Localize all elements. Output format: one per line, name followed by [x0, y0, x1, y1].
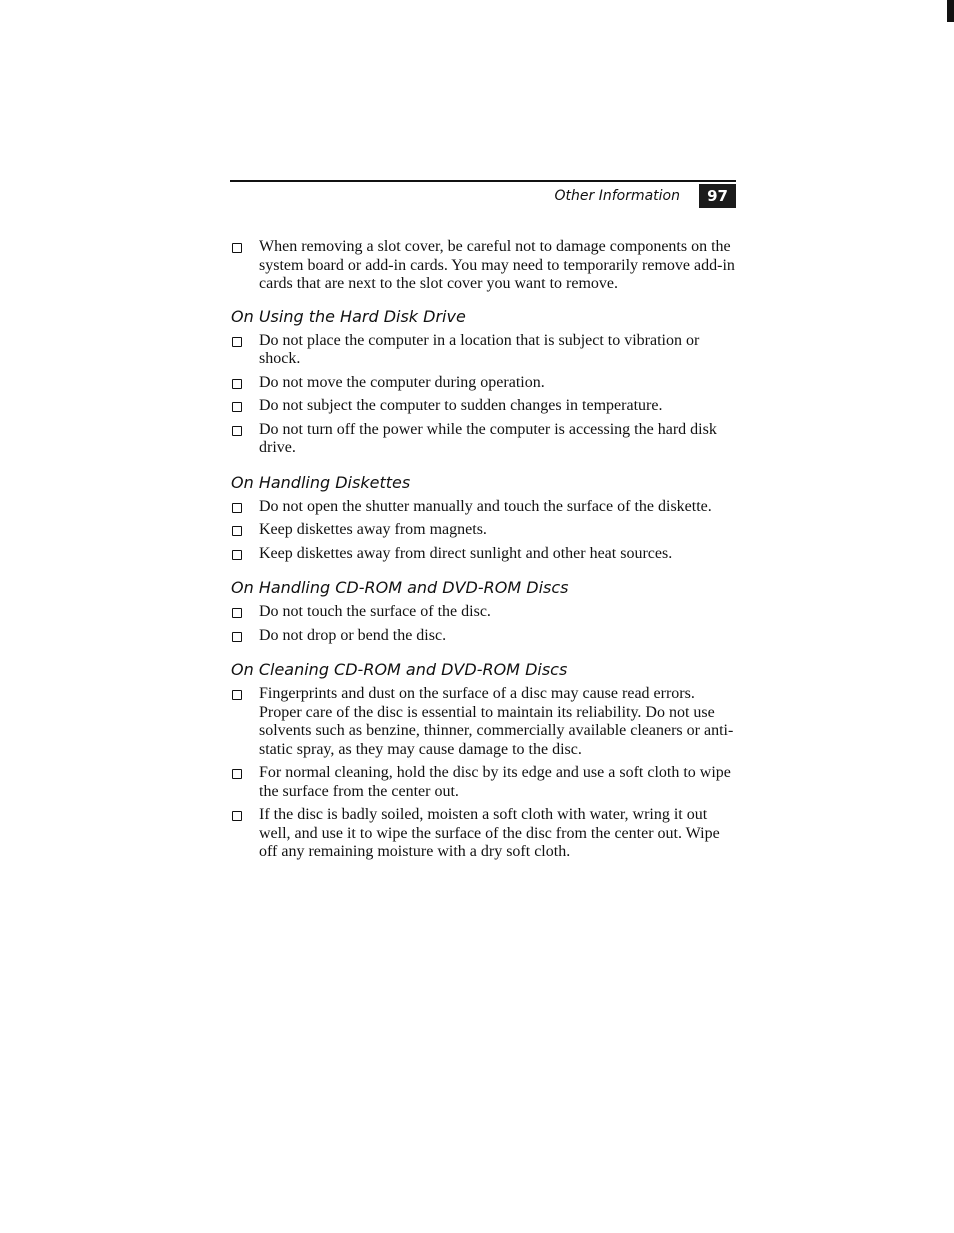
- list-item: [231, 603, 741, 622]
- checkbox-bullet-icon: [232, 337, 242, 347]
- checkbox-bullet-icon: [232, 503, 242, 513]
- list-item: [231, 521, 741, 540]
- list-item: [231, 764, 741, 801]
- list-item: [231, 806, 741, 862]
- list-item: [231, 627, 741, 646]
- list-item-text: Do not drop or bend the disc.: [259, 626, 447, 644]
- checkbox-bullet-icon: [232, 690, 242, 700]
- list-item: [231, 238, 741, 294]
- checkbox-bullet-icon: [232, 550, 242, 560]
- list-item-text: Do not subject the computer to sudden changes in temperature.: [259, 397, 663, 414]
- list-item-text: Keep diskettes away from magnets.: [259, 521, 487, 538]
- section-heading-hard-disk: On Using the Hard Disk Drive: [231, 306, 466, 326]
- checkbox-bullet-icon: [232, 632, 242, 642]
- list-item: [231, 545, 741, 564]
- list-item-text: When removing a slot cover, be careful not to damage components on the system board or add-in cards. You may need to temporarily remove add-in cards that are next to the slot cover you want to remove.: [259, 238, 735, 292]
- list-item-text: For normal cleaning, hold the disc by its edge and use a soft cloth to wipe the surface from the center out.: [259, 764, 731, 800]
- section-heading-cleaning-discs: On Cleaning CD-ROM and DVD-ROM Discs: [231, 660, 568, 679]
- section-heading-diskettes: On Handling Diskettes: [231, 472, 411, 492]
- list-item-text: Do not move the computer during operation.: [259, 373, 545, 391]
- checkbox-bullet-icon: [232, 811, 242, 821]
- list-item-text: If the disc is badly soiled, moisten a soft cloth with water, wring it out well, and use it to wipe the surface of the disc from the center out. Wipe off any remaining moisture with a dry soft cloth.: [259, 806, 720, 860]
- running-header-title: Other Information: [554, 188, 680, 204]
- list-item: [231, 498, 741, 517]
- page-number-badge: 97: [699, 184, 736, 208]
- list-item-text: Do not place the computer in a location that is subject to vibration or shock.: [259, 331, 700, 367]
- list-item: [231, 421, 741, 458]
- checkbox-bullet-icon: [232, 426, 242, 436]
- list-item-text: Do not turn off the power while the computer is accessing the hard disk drive.: [259, 420, 717, 456]
- checkbox-bullet-icon: [232, 243, 242, 253]
- list-item-text: Keep diskettes away from direct sunlight and other heat sources.: [259, 544, 673, 562]
- list-item-text: Do not touch the surface of the disc.: [259, 603, 491, 620]
- checkbox-bullet-icon: [232, 379, 242, 389]
- list-item: [231, 332, 741, 369]
- checkbox-bullet-icon: [232, 526, 242, 536]
- checkbox-bullet-icon: [232, 402, 242, 412]
- list-item: [231, 397, 741, 416]
- header-rule: [230, 180, 736, 182]
- checkbox-bullet-icon: [232, 608, 242, 618]
- section-heading-handling-discs: On Handling CD-ROM and DVD-ROM Discs: [231, 578, 569, 597]
- checkbox-bullet-icon: [232, 769, 242, 779]
- list-item-text: Fingerprints and dust on the surface of a disc may cause read errors. Proper care of the disc is essential to maintain its reliability. Do not use solvents such as benzine, thinner, commercially available cleaners or anti-static spray, as they may cause damage to the disc.: [259, 685, 734, 758]
- scan-edge-mark: [947, 0, 954, 22]
- list-item-text: Do not open the shutter manually and touch the surface of the diskette.: [259, 497, 712, 515]
- page-body: [231, 238, 741, 867]
- list-item: [231, 685, 741, 759]
- list-item: [231, 374, 741, 393]
